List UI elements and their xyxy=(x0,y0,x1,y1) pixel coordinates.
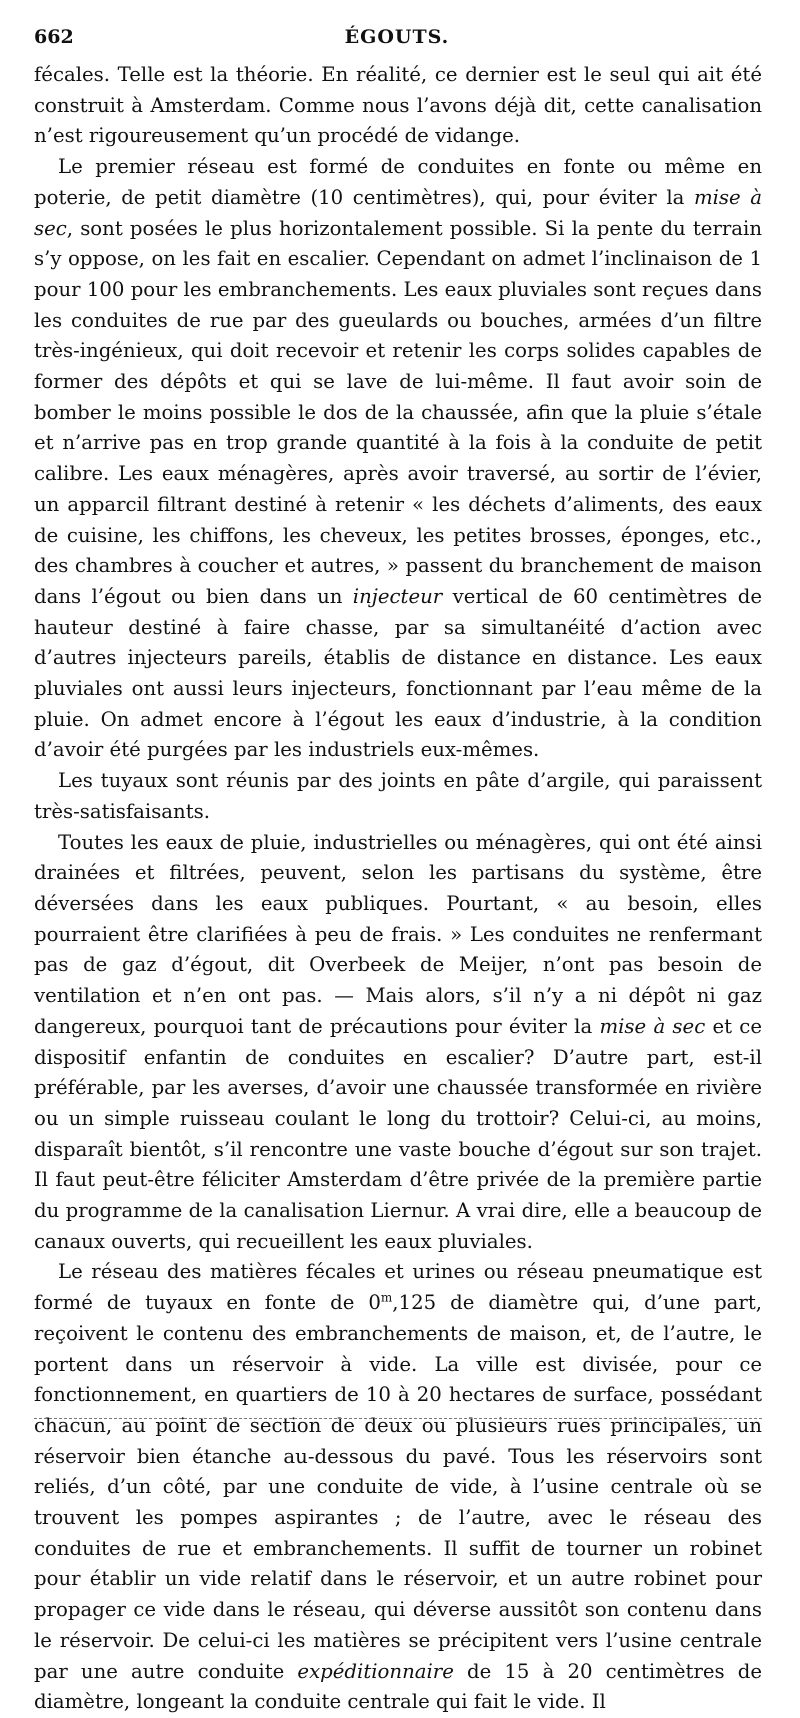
paragraph xyxy=(34,1257,762,1718)
text-run: Le premier réseau est formé de conduites en fonte ou même en poterie, de petit diamètre (10 centimètres), qui, pour éviter la xyxy=(34,155,762,209)
text-run: et ce dispositif enfantin de conduites en escalier? D’autre part, est-il préférable, par les averses, d’avoir une chaussée transformée en rivière ou un simple ruisseau coulant le long du trottoir? Celui-ci, au moins, disparaît bientôt, s’il rencontre une vaste bouche d’égout sur son trajet. Il faut peut-être féliciter Amsterdam d’être privée de la première partie du programme de la canalisation Liernur. A vrai dire, elle a beaucoup de canaux ouverts, qui recueillent les eaux pluviales. xyxy=(34,1014,762,1253)
paragraph xyxy=(34,766,762,827)
text-run: Toutes les eaux de pluie, industrielles ou ménagères, qui ont été ainsi drainées et filtrées, peuvent, selon les partisans du système, être déversées dans les eaux publiques. Pourtant, « au besoin, elles pourraient être clarifiées à peu de frais. » Les conduites ne renfermant pas de gaz d’égout, dit Overbeek de Meijer, n’ont pas besoin de ventilation et n’en ont pas. — Mais alors, s’il n’y a ni dépôt ni gaz dangereux, pourquoi tant de précautions pour éviter la xyxy=(34,830,762,1038)
italic-text: mise à sec xyxy=(599,1014,706,1038)
text-run: vertical de 60 centimètres de hauteur destiné à faire chasse, par sa simultanéité d’action avec d’autres injecteurs pareils, établis de distance en distance. Les eaux pluviales ont aussi leurs injecteurs, fonctionnant par l’eau même de la pluie. On admet encore à l’égout les eaux d’industrie, à la condition d’avoir été purgées par les industriels eux-mêmes. xyxy=(34,584,763,762)
page-header xyxy=(34,20,760,50)
text-run: ,125 de diamètre qui, d’une part, reçoivent le contenu des embranchements de maison, et, de l’autre, le portent dans un réservoir à vide. La ville est divisée, pour ce fonctionnement, en quartiers de 10 à 20 hectares de surface, possédant chacun, au point de section de deux ou plusieurs rues principales, un réservoir bien étanche au-dessous du pavé. Tous les réservoirs sont reliés, d’un côté, par une conduite de vide, à l’usine centrale où se trouvent les pompes aspirantes ; de l’autre, avec le réseau des conduites de rue et embranchements. Il suffit de tourner un robinet pour établir un vide relatif dans le réservoir, et un autre robinet pour propager ce vide dans le réseau, qui déverse aussitôt son contenu dans le réservoir. De celui-ci les matières se précipitent vers l’usine centrale par une autre conduite xyxy=(34,1291,762,1683)
body-text xyxy=(34,60,762,1718)
paragraph xyxy=(34,60,762,152)
text-run: , sont posées le plus horizontalement possible. Si la pente du terrain s’y oppose, on les fait en escalier. Cependant on admet l’inclinaison de 1 pour 100 pour les embranchements. Les eaux pluviales sont reçues dans les conduites de rue par des gueulards ou bouches, armées d’un filtre très-ingénieux, qui doit recevoir et retenir les corps solides capables de former des dépôts et qui se lave de lui-même. Il faut avoir soin de bomber le moins possible le dos de la chaussée, afin que la pluie s’étale et n’arrive pas en trop grande quantité à la fois à la conduite de petit calibre. Les eaux ménagères, après avoir traversé, au sortir de l’évier, un apparcil filtrant destiné à retenir « les déchets d’aliments, des eaux de cuisine, les chiffons, les cheveux, les petites brosses, éponges, etc., des chambres à coucher et autres, » passent du branchement de maison dans l’égout ou bien dans un xyxy=(34,216,762,608)
footer-rule xyxy=(34,1418,762,1419)
running-title: ÉGOUTS. xyxy=(344,26,450,48)
italic-text: expéditionnaire xyxy=(297,1659,454,1683)
text-run: Les tuyaux sont réunis par des joints en pâte d’argile, qui paraissent très-satisfaisants. xyxy=(34,769,762,823)
text-run: fécales. Telle est la théorie. En réalité, ce dernier est le seul qui ait été construit à Amsterdam. Comme nous l’avons déjà dit, cette canalisation n’est rigoureusement qu’un procédé de vidange. xyxy=(34,63,762,148)
italic-text: injecteur xyxy=(352,584,443,608)
text-run: de 15 à 20 centimètres de diamètre, longeant la conduite centrale qui fait le vide. Il xyxy=(34,1659,763,1714)
superscript: m xyxy=(380,1290,393,1305)
text-run: Le réseau des matières fécales et urines ou réseau pneumatique est formé de tuyaux en fonte de 0 xyxy=(34,1260,762,1315)
paragraph xyxy=(34,828,762,1258)
italic-text: mise à sec xyxy=(34,185,762,240)
paragraph xyxy=(34,152,762,766)
page-number: 662 xyxy=(34,26,74,48)
